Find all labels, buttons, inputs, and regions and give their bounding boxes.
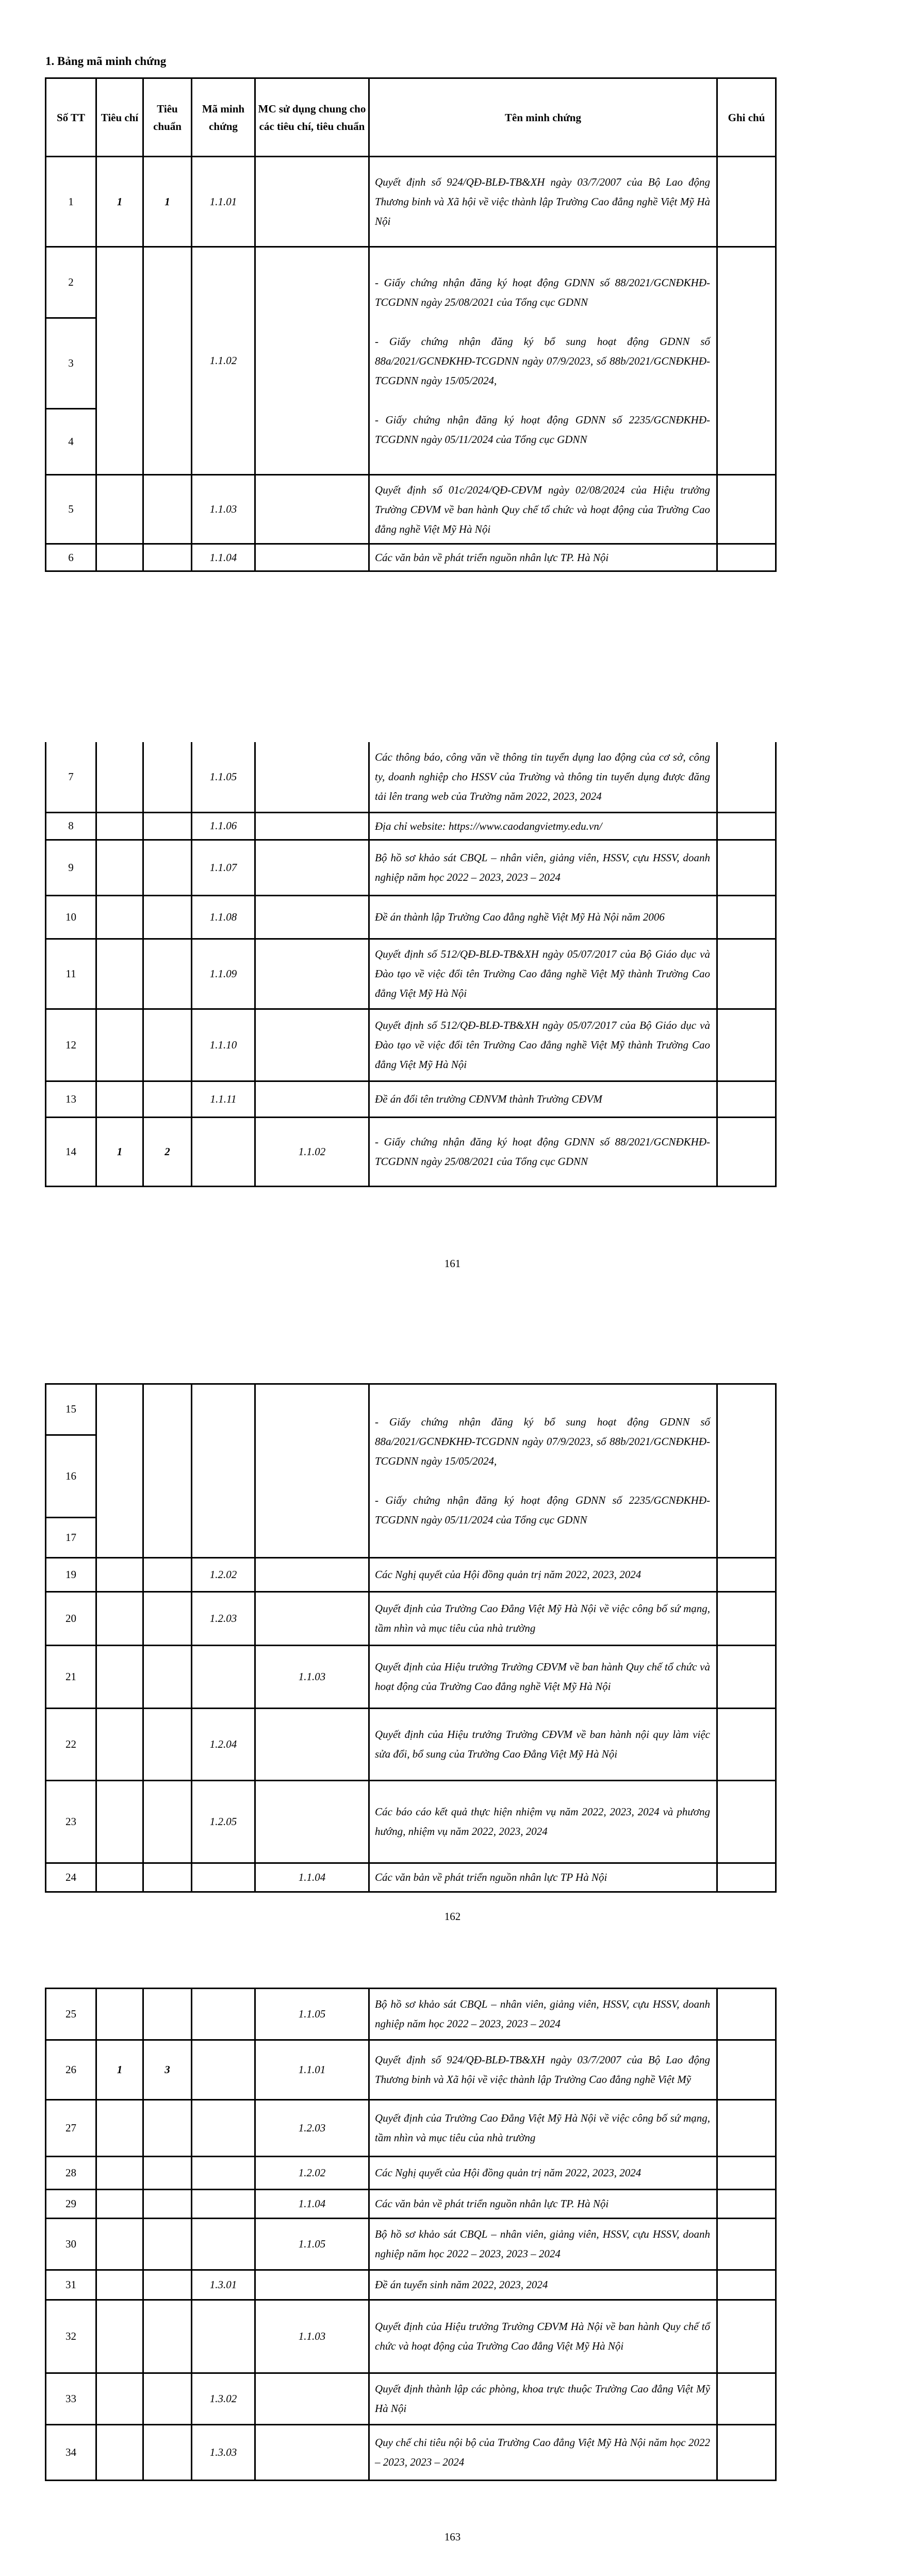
evidence-text: Quyết định số 512/QĐ-BLĐ-TB&XH ngày 05/07/2017 của Bộ Giáo dục và Đào tạo về việc đổi tên Trường Cao đẳng nghề Việt Mỹ thành Trường Cao đẳng Việt Mỹ Hà Nội: [375, 1019, 710, 1071]
tieu-chuan-cell: [143, 1081, 192, 1117]
tieu-chi-cell: [96, 2218, 143, 2270]
table-row: [46, 1780, 776, 1863]
table-row: [46, 1708, 776, 1780]
ten-minh-chung-cell: [369, 157, 717, 247]
table-row: [46, 1009, 776, 1081]
ten-minh-chung-cell: [369, 1384, 717, 1557]
tieu-chuan-cell: [143, 2424, 192, 2480]
evidence-text: Các báo cáo kết quả thực hiện nhiệm vụ năm 2022, 2023, 2024 và phương hướng, nhiệm vụ năm 2022, 2023, 2024: [375, 1806, 710, 1837]
mc-chung-cell: 1.1.04: [255, 1863, 369, 1892]
evidence-text: Quyết định của Trường Cao Đẳng Việt Mỹ Hà Nội về việc công bố sứ mạng, tầm nhìn và mục tiêu của nhà trường: [375, 1602, 710, 1634]
table-row: [46, 2300, 776, 2373]
evidence-text: Quyết định số 924/QĐ-BLĐ-TB&XH ngày 03/7/2007 của Bộ Lao động Thương binh và Xã hội về việc thành lập Trường Cao đẳng nghề Việt Mỹ: [375, 2054, 710, 2086]
tieu-chi-cell: [96, 1384, 143, 1557]
table-row: [46, 2040, 776, 2099]
evidence-text: Bộ hồ sơ khảo sát CBQL – nhân viên, giảng viên, HSSV, cựu HSSV, doanh nghiệp năm học 2022 – 2023, 2023 – 2024: [375, 851, 710, 883]
table-row: [46, 2189, 776, 2218]
ghi-chu-cell: [717, 2218, 776, 2270]
ghi-chu-cell: [717, 1988, 776, 2040]
mc-chung-cell: [255, 247, 369, 475]
stt-cell: 10: [46, 895, 96, 939]
ten-minh-chung-cell: [369, 1645, 717, 1708]
tieu-chi-cell: [96, 2189, 143, 2218]
stt-cell: 1: [46, 157, 96, 247]
ten-minh-chung-cell: [369, 2040, 717, 2099]
ma-minh-chung-cell: 1.2.03: [192, 1591, 255, 1645]
mc-chung-cell: [255, 1557, 369, 1591]
ten-minh-chung-cell: [369, 2270, 717, 2300]
table-row: [46, 2099, 776, 2156]
ma-minh-chung-cell: [192, 2189, 255, 2218]
ten-minh-chung-cell: [369, 2156, 717, 2189]
evidence-text: - Giấy chứng nhận đăng ký hoạt động GDNN số 88/2021/GCNĐKHĐ-TCGDNN ngày 25/08/2021 của Tổng cục GDNN: [375, 276, 710, 308]
page-number: 163: [444, 2530, 461, 2543]
mc-chung-cell: [255, 2373, 369, 2424]
evidence-text: Các thông báo, công văn về thông tin tuyển dụng lao động của cơ sở, công ty, doanh nghiệp cho HSSV của Trường và thông tin tuyển dụng được đăng tải lên trang web của Trường năm 2022, 2023, 2024: [375, 751, 710, 803]
table-row: [46, 1117, 776, 1186]
ghi-chu-cell: [717, 1081, 776, 1117]
tieu-chi-cell: [96, 939, 143, 1009]
stt-cell: 26: [46, 2040, 96, 2099]
mc-chung-cell: [255, 1780, 369, 1863]
stt-cell: 28: [46, 2156, 96, 2189]
ma-minh-chung-cell: 1.1.03: [192, 475, 255, 544]
stt-cell: 15: [46, 1384, 96, 1435]
tieu-chuan-cell: [143, 475, 192, 544]
evidence-text: - Giấy chứng nhận đăng ký hoạt động GDNN số 88/2021/GCNĐKHĐ-TCGDNN ngày 25/08/2021 của Tổng cục GDNN: [375, 1136, 710, 1168]
ma-minh-chung-cell: 1.2.02: [192, 1557, 255, 1591]
ghi-chu-cell: [717, 812, 776, 840]
ghi-chu-cell: [717, 1557, 776, 1591]
tieu-chuan-cell: [143, 812, 192, 840]
tieu-chi-cell: [96, 812, 143, 840]
ghi-chu-cell: [717, 1117, 776, 1186]
table-row: [46, 2218, 776, 2270]
ma-minh-chung-cell: [192, 2156, 255, 2189]
tieu-chuan-cell: [143, 247, 192, 475]
ten-minh-chung-cell: [369, 475, 717, 544]
stt-cell: 11: [46, 939, 96, 1009]
page-number: 162: [444, 1910, 461, 1923]
ma-minh-chung-cell: [192, 1988, 255, 2040]
tieu-chi-cell: [96, 1557, 143, 1591]
ma-minh-chung-cell: 1.1.05: [192, 742, 255, 812]
table-row: [46, 742, 776, 812]
evidence-text: Quyết định số 924/QĐ-BLĐ-TB&XH ngày 03/7/2007 của Bộ Lao động Thương binh và Xã hội về việc thành lập Trường Cao đẳng nghề Việt Mỹ Hà Nội: [375, 176, 710, 227]
evidence-text: Quyết định thành lập các phòng, khoa trực thuộc Trường Cao đẳng Việt Mỹ Hà Nội: [375, 2383, 710, 2415]
tieu-chi-cell: [96, 2373, 143, 2424]
mc-chung-cell: [255, 1009, 369, 1081]
mc-chung-cell: 1.1.05: [255, 2218, 369, 2270]
tieu-chi-cell: [96, 895, 143, 939]
mc-chung-cell: 1.1.04: [255, 2189, 369, 2218]
evidence-text: Đề án thành lập Trường Cao đẳng nghề Việt Mỹ Hà Nội năm 2006: [375, 911, 665, 923]
ten-minh-chung-cell: [369, 1009, 717, 1081]
table-header-row: [46, 78, 776, 157]
tieu-chuan-cell: [143, 1708, 192, 1780]
ten-minh-chung-cell: [369, 742, 717, 812]
ghi-chu-cell: [717, 1645, 776, 1708]
ghi-chu-cell: [717, 1863, 776, 1892]
stt-cell: 13: [46, 1081, 96, 1117]
ghi-chu-cell: [717, 895, 776, 939]
tieu-chuan-cell: [143, 2270, 192, 2300]
stt-cell: 17: [46, 1517, 96, 1557]
evidence-text: Các văn bản về phát triển nguồn nhân lực TP Hà Nội: [375, 1871, 607, 1883]
evidence-text: Các văn bản về phát triển nguồn nhân lực TP. Hà Nội: [375, 2197, 609, 2210]
evidence-text: Bộ hồ sơ khảo sát CBQL – nhân viên, giảng viên, HSSV, cựu HSSV, doanh nghiệp năm học 2022 – 2023, 2023 – 2024: [375, 1998, 710, 2030]
table-row: [46, 2270, 776, 2300]
ma-minh-chung-cell: 1.1.06: [192, 812, 255, 840]
ten-minh-chung-cell: [369, 939, 717, 1009]
evidence-text: - Giấy chứng nhận đăng ký hoạt động GDNN số 2235/GCNĐKHĐ-TCGDNN ngày 05/11/2024 của Tổng cục GDNN: [375, 1494, 710, 1526]
tieu-chuan-cell: [143, 1780, 192, 1863]
website-url: Địa chỉ website: https://www.caodangvietmy.edu.vn/: [375, 819, 602, 832]
ghi-chu-cell: [717, 1708, 776, 1780]
stt-cell: 27: [46, 2099, 96, 2156]
stt-cell: 6: [46, 544, 96, 571]
stt-cell: 31: [46, 2270, 96, 2300]
tieu-chi-cell: 1: [96, 157, 143, 247]
stt-cell: 25: [46, 1988, 96, 2040]
stt-cell: 5: [46, 475, 96, 544]
mc-chung-cell: [255, 1708, 369, 1780]
ma-minh-chung-cell: [192, 1863, 255, 1892]
tieu-chi-cell: [96, 2156, 143, 2189]
evidence-text: Các văn bản về phát triển nguồn nhân lực TP. Hà Nội: [375, 551, 609, 564]
ghi-chu-cell: [717, 2424, 776, 2480]
ghi-chu-cell: [717, 157, 776, 247]
tieu-chi-cell: [96, 1591, 143, 1645]
ten-minh-chung-cell: [369, 1557, 717, 1591]
ten-minh-chung-cell: [369, 1780, 717, 1863]
evidence-table-1: [45, 77, 777, 572]
stt-cell: 19: [46, 1557, 96, 1591]
tieu-chi-cell: [96, 2270, 143, 2300]
stt-cell: 34: [46, 2424, 96, 2480]
mc-chung-cell: [255, 1081, 369, 1117]
stt-cell: 29: [46, 2189, 96, 2218]
mc-chung-cell: [255, 157, 369, 247]
evidence-table-2: [45, 742, 777, 1187]
evidence-text: Quyết định số 01c/2024/QĐ-CĐVM ngày 02/08/2024 của Hiệu trưởng Trường CĐVM về ban hành Quy chế tổ chức và hoạt động của Trường Cao đẳng nghề Việt Mỹ Hà Nội: [375, 483, 710, 535]
stt-cell: 14: [46, 1117, 96, 1186]
table-row: [46, 1988, 776, 2040]
ma-minh-chung-cell: 1.3.01: [192, 2270, 255, 2300]
stt-cell: 2: [46, 247, 96, 318]
stt-cell: 9: [46, 840, 96, 895]
col-header-tieu-chi: Tiêu chí: [96, 78, 143, 157]
mc-chung-cell: 1.2.03: [255, 2099, 369, 2156]
ghi-chu-cell: [717, 247, 776, 475]
table-row: [46, 1863, 776, 1892]
table-row: [46, 1384, 776, 1435]
evidence-text: Bộ hồ sơ khảo sát CBQL – nhân viên, giảng viên, HSSV, cựu HSSV, doanh nghiệp năm học 2022 – 2023, 2023 – 2024: [375, 2228, 710, 2260]
ma-minh-chung-cell: [192, 2040, 255, 2099]
ten-minh-chung-cell: [369, 1117, 717, 1186]
ten-minh-chung-cell: [369, 247, 717, 475]
mc-chung-cell: [255, 1384, 369, 1557]
mc-chung-cell: [255, 939, 369, 1009]
mc-chung-cell: [255, 2424, 369, 2480]
stt-cell: 12: [46, 1009, 96, 1081]
table-row: [46, 812, 776, 840]
tieu-chi-cell: [96, 1780, 143, 1863]
evidence-table-3: [45, 1383, 777, 1893]
tieu-chuan-cell: [143, 1591, 192, 1645]
table-row: [46, 2156, 776, 2189]
evidence-text: Đề án đổi tên trường CĐNVM thành Trường CĐVM: [375, 1093, 602, 1105]
ghi-chu-cell: [717, 1384, 776, 1557]
tieu-chuan-cell: [143, 895, 192, 939]
tieu-chi-cell: [96, 2424, 143, 2480]
tieu-chi-cell: 1: [96, 2040, 143, 2099]
ghi-chu-cell: [717, 939, 776, 1009]
mc-chung-cell: [255, 2270, 369, 2300]
stt-cell: 24: [46, 1863, 96, 1892]
tieu-chi-cell: [96, 1708, 143, 1780]
mc-chung-cell: [255, 1591, 369, 1645]
tieu-chuan-cell: [143, 2099, 192, 2156]
tieu-chuan-cell: [143, 544, 192, 571]
stt-cell: 8: [46, 812, 96, 840]
ten-minh-chung-cell: [369, 812, 717, 840]
ten-minh-chung-cell: [369, 1591, 717, 1645]
ten-minh-chung-cell: [369, 2373, 717, 2424]
tieu-chuan-cell: 2: [143, 1117, 192, 1186]
evidence-text: Các Nghị quyết của Hội đồng quản trị năm 2022, 2023, 2024: [375, 1568, 641, 1581]
table-row: [46, 1557, 776, 1591]
ten-minh-chung-cell: [369, 1988, 717, 2040]
ghi-chu-cell: [717, 1009, 776, 1081]
mc-chung-cell: [255, 840, 369, 895]
tieu-chuan-cell: [143, 2156, 192, 2189]
tieu-chi-cell: [96, 1863, 143, 1892]
tieu-chuan-cell: [143, 1009, 192, 1081]
ten-minh-chung-cell: [369, 1081, 717, 1117]
mc-chung-cell: [255, 742, 369, 812]
ten-minh-chung-cell: [369, 1863, 717, 1892]
stt-cell: 33: [46, 2373, 96, 2424]
tieu-chuan-cell: [143, 2189, 192, 2218]
tieu-chi-cell: [96, 1009, 143, 1081]
tieu-chi-cell: [96, 475, 143, 544]
tieu-chuan-cell: [143, 1645, 192, 1708]
ten-minh-chung-cell: [369, 895, 717, 939]
ma-minh-chung-cell: 1.2.05: [192, 1780, 255, 1863]
ten-minh-chung-cell: [369, 1708, 717, 1780]
ghi-chu-cell: [717, 2099, 776, 2156]
col-header-ten-minh-chung: Tên minh chứng: [369, 78, 717, 157]
tieu-chi-cell: [96, 1081, 143, 1117]
tieu-chuan-cell: [143, 1557, 192, 1591]
mc-chung-cell: 1.1.01: [255, 2040, 369, 2099]
stt-cell: 3: [46, 318, 96, 409]
tieu-chi-cell: [96, 247, 143, 475]
evidence-text: Các Nghị quyết của Hội đồng quản trị năm 2022, 2023, 2024: [375, 2167, 641, 2179]
mc-chung-cell: 1.1.03: [255, 1645, 369, 1708]
ghi-chu-cell: [717, 840, 776, 895]
table-row: [46, 2424, 776, 2480]
ghi-chu-cell: [717, 1591, 776, 1645]
stt-cell: 32: [46, 2300, 96, 2373]
ma-minh-chung-cell: 1.3.03: [192, 2424, 255, 2480]
ten-minh-chung-cell: [369, 840, 717, 895]
ma-minh-chung-cell: 1.1.02: [192, 247, 255, 475]
evidence-text: Quyết định của Hiệu trưởng Trường CĐVM Hà Nội về ban hành Quy chế tổ chức và hoạt động của Trường Cao đẳng Việt Mỹ Hà Nội: [375, 2320, 710, 2352]
mc-chung-cell: [255, 812, 369, 840]
evidence-text: - Giấy chứng nhận đăng ký bổ sung hoạt động GDNN số 88a/2021/GCNĐKHĐ-TCGDNN ngày 07/9/2023, số 88b/2021/GCNĐKHĐ-TCGDNN ngày 15/05/2024,: [375, 335, 710, 387]
tieu-chi-cell: [96, 544, 143, 571]
tieu-chuan-cell: [143, 2218, 192, 2270]
col-header-ghi-chu: Ghi chú: [717, 78, 776, 157]
table-row: [46, 1081, 776, 1117]
evidence-table-4: [45, 1988, 777, 2481]
ma-minh-chung-cell: [192, 2300, 255, 2373]
evidence-text: - Giấy chứng nhận đăng ký hoạt động GDNN số 2235/GCNĐKHĐ-TCGDNN ngày 05/11/2024 của Tổng cục GDNN: [375, 413, 710, 446]
mc-chung-cell: [255, 895, 369, 939]
stt-cell: 23: [46, 1780, 96, 1863]
tieu-chuan-cell: [143, 840, 192, 895]
stt-cell: 20: [46, 1591, 96, 1645]
ghi-chu-cell: [717, 2300, 776, 2373]
tieu-chi-cell: [96, 1988, 143, 2040]
ma-minh-chung-cell: [192, 1384, 255, 1557]
mc-chung-cell: 1.1.02: [255, 1117, 369, 1186]
evidence-text: Quyết định số 512/QĐ-BLĐ-TB&XH ngày 05/07/2017 của Bộ Giáo dục và Đào tạo về việc đổi tên Trường Cao đẳng nghề Việt Mỹ thành Trường Cao đẳng Việt Mỹ Hà Nội: [375, 948, 710, 999]
ten-minh-chung-cell: [369, 2424, 717, 2480]
stt-cell: 21: [46, 1645, 96, 1708]
tieu-chuan-cell: [143, 1384, 192, 1557]
ghi-chu-cell: [717, 742, 776, 812]
table-row: [46, 157, 776, 247]
tieu-chi-cell: [96, 840, 143, 895]
tieu-chi-cell: 1: [96, 1117, 143, 1186]
stt-cell: 30: [46, 2218, 96, 2270]
tieu-chi-cell: [96, 1645, 143, 1708]
tieu-chuan-cell: [143, 939, 192, 1009]
table-row: [46, 544, 776, 571]
ghi-chu-cell: [717, 2156, 776, 2189]
stt-cell: 22: [46, 1708, 96, 1780]
mc-chung-cell: [255, 544, 369, 571]
table-row: [46, 475, 776, 544]
stt-cell: 7: [46, 742, 96, 812]
col-header-tieu-chuan: Tiêu chuẩn: [143, 78, 192, 157]
mc-chung-cell: [255, 475, 369, 544]
mc-chung-cell: 1.1.05: [255, 1988, 369, 2040]
stt-cell: 4: [46, 409, 96, 475]
ghi-chu-cell: [717, 475, 776, 544]
tieu-chuan-cell: [143, 2300, 192, 2373]
ghi-chu-cell: [717, 2270, 776, 2300]
ma-minh-chung-cell: 1.1.08: [192, 895, 255, 939]
evidence-text: - Giấy chứng nhận đăng ký bổ sung hoạt động GDNN số 88a/2021/GCNĐKHĐ-TCGDNN ngày 07/9/2023, số 88b/2021/GCNĐKHĐ-TCGDNN ngày 15/05/2024,: [375, 1415, 710, 1467]
ghi-chu-cell: [717, 2373, 776, 2424]
ghi-chu-cell: [717, 2040, 776, 2099]
col-header-ma-minh-chung: Mã minh chứng: [192, 78, 255, 157]
ma-minh-chung-cell: 1.1.01: [192, 157, 255, 247]
table-row: [46, 840, 776, 895]
tieu-chuan-cell: [143, 1988, 192, 2040]
table-row: [46, 247, 776, 318]
tieu-chi-cell: [96, 742, 143, 812]
page-number: 161: [444, 1257, 461, 1270]
ma-minh-chung-cell: 1.1.07: [192, 840, 255, 895]
ghi-chu-cell: [717, 544, 776, 571]
evidence-text: Quy chế chi tiêu nội bộ của Trường Cao đẳng Việt Mỹ Hà Nội năm học 2022 – 2023, 2023 – 2024: [375, 2436, 710, 2468]
table-row: [46, 939, 776, 1009]
tieu-chuan-cell: 3: [143, 2040, 192, 2099]
tieu-chuan-cell: 1: [143, 157, 192, 247]
ma-minh-chung-cell: [192, 1645, 255, 1708]
ma-minh-chung-cell: 1.3.02: [192, 2373, 255, 2424]
tieu-chi-cell: [96, 2300, 143, 2373]
ma-minh-chung-cell: 1.1.09: [192, 939, 255, 1009]
mc-chung-cell: 1.2.02: [255, 2156, 369, 2189]
ma-minh-chung-cell: [192, 2218, 255, 2270]
col-header-mc-su-dung-chung: MC sử dụng chung cho các tiêu chí, tiêu chuẩn: [255, 78, 369, 157]
ghi-chu-cell: [717, 2189, 776, 2218]
table-row: [46, 2373, 776, 2424]
ten-minh-chung-cell: [369, 2099, 717, 2156]
mc-chung-cell: 1.1.03: [255, 2300, 369, 2373]
ma-minh-chung-cell: 1.2.04: [192, 1708, 255, 1780]
table-row: [46, 895, 776, 939]
evidence-text: Đề án tuyển sinh năm 2022, 2023, 2024: [375, 2278, 548, 2291]
ten-minh-chung-cell: [369, 2300, 717, 2373]
ghi-chu-cell: [717, 1780, 776, 1863]
ten-minh-chung-cell: [369, 2218, 717, 2270]
ma-minh-chung-cell: [192, 1117, 255, 1186]
ten-minh-chung-cell: [369, 2189, 717, 2218]
table-row: [46, 1645, 776, 1708]
tieu-chuan-cell: [143, 1863, 192, 1892]
evidence-text: Quyết định của Hiệu trưởng Trường CĐVM về ban hành nội quy làm việc sửa đổi, bổ sung của Trường Cao Đẳng Việt Mỹ Hà Nội: [375, 1728, 710, 1760]
tieu-chi-cell: [96, 2099, 143, 2156]
ma-minh-chung-cell: 1.1.11: [192, 1081, 255, 1117]
evidence-text: Quyết định của Hiệu trưởng Trường CĐVM về ban hành Quy chế tổ chức và hoạt động của Trường Cao đẳng nghề Việt Mỹ Hà Nội: [375, 1661, 710, 1693]
ma-minh-chung-cell: 1.1.10: [192, 1009, 255, 1081]
col-header-so-tt: Số TT: [46, 78, 96, 157]
tieu-chuan-cell: [143, 742, 192, 812]
table-row: [46, 1591, 776, 1645]
stt-cell: 16: [46, 1435, 96, 1517]
ma-minh-chung-cell: [192, 2099, 255, 2156]
tieu-chuan-cell: [143, 2373, 192, 2424]
page-title: 1. Bảng mã minh chứng: [45, 55, 167, 68]
ma-minh-chung-cell: 1.1.04: [192, 544, 255, 571]
evidence-text: Quyết định của Trường Cao Đẳng Việt Mỹ Hà Nội về việc công bố sứ mạng, tầm nhìn và mục tiêu của nhà trường: [375, 2112, 710, 2144]
ten-minh-chung-cell: [369, 544, 717, 571]
